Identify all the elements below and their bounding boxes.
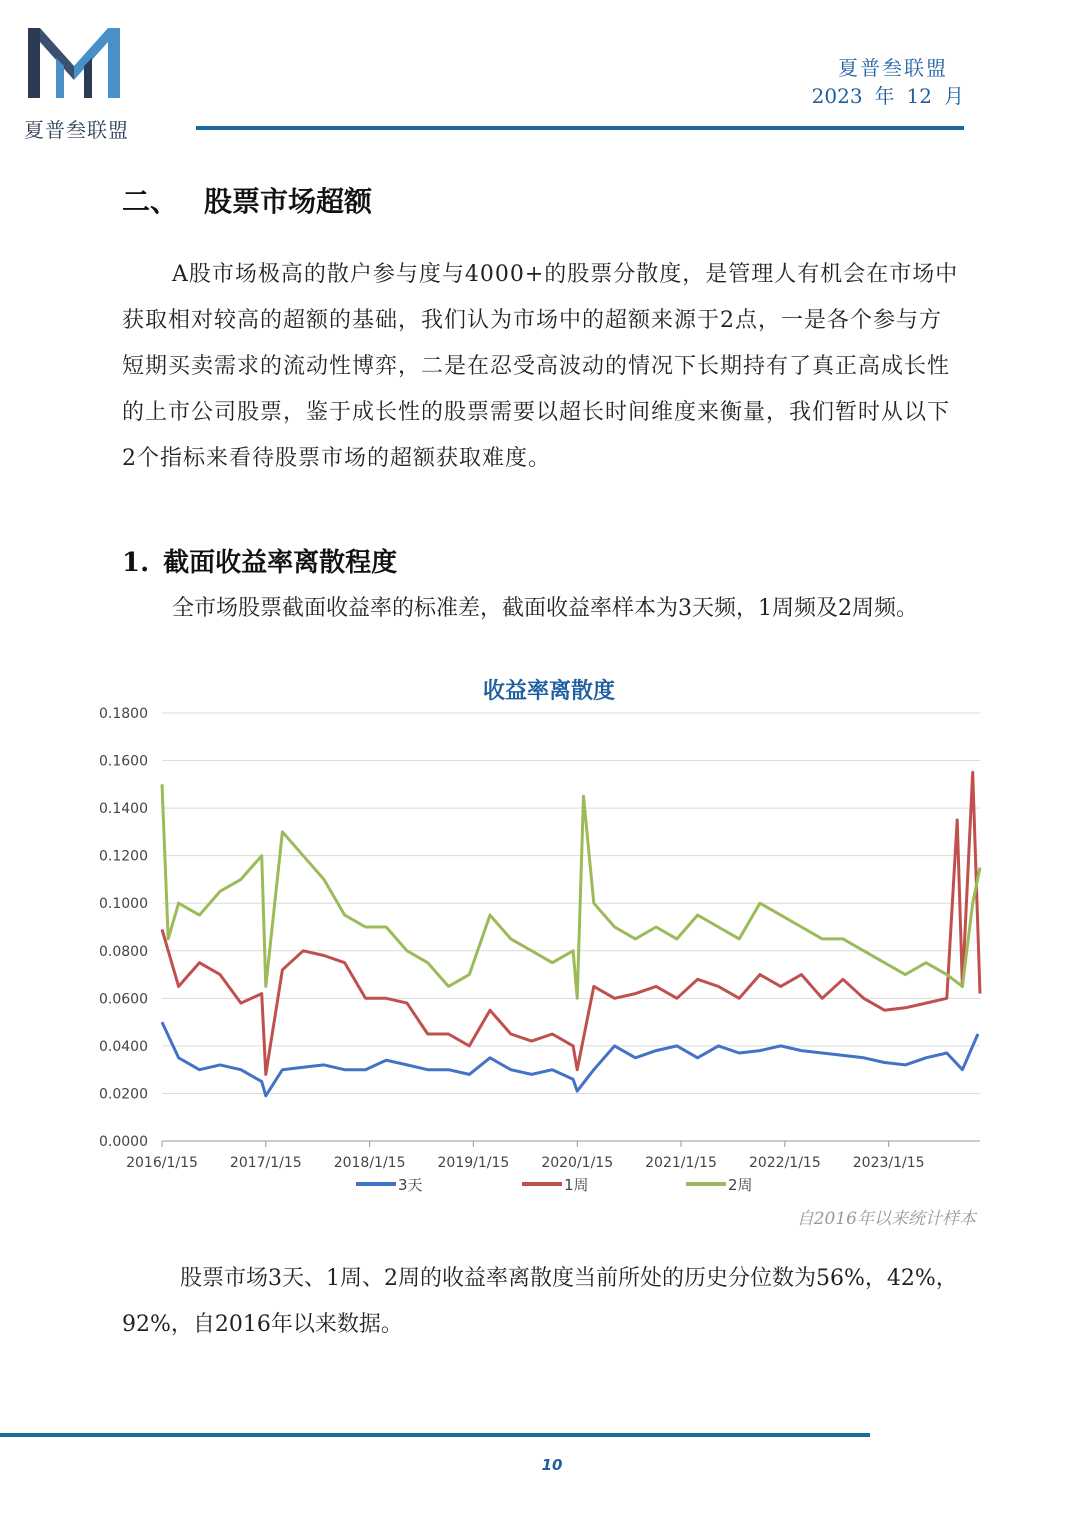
y-tick-label: 0.0400 [99, 1038, 148, 1055]
x-tick-label: 2018/1/15 [333, 1155, 406, 1171]
x-tick-label: 2017/1/15 [229, 1155, 302, 1171]
x-tick-label: 2020/1/15 [541, 1155, 614, 1171]
header-month: 12 [906, 84, 932, 108]
logo-mark-icon [26, 22, 122, 102]
header-year-unit: 年 [874, 84, 895, 108]
section-title-text: 股票市场超额 [204, 185, 373, 218]
subsection-title-text: 截面收益率离散程度 [163, 548, 398, 578]
dispersion-chart [90, 664, 990, 1214]
y-tick-label: 0.1800 [99, 706, 148, 722]
legend-label: 1周 [564, 1176, 589, 1194]
subsection-title [122, 542, 397, 579]
y-tick-label: 0.0200 [99, 1086, 148, 1103]
y-tick-label: 0.1600 [99, 753, 148, 770]
x-tick-label: 2016/1/15 [126, 1155, 198, 1171]
section-title [122, 180, 372, 220]
y-tick-label: 0.0800 [99, 943, 148, 960]
footer-rule [0, 1433, 870, 1437]
series-line [162, 1022, 978, 1096]
y-tick-label: 0.1000 [99, 896, 148, 913]
subsection-paragraph: 全市场股票截面收益率的标准差，截面收益率样本为3天频，1周频及2周频。 [172, 596, 918, 621]
y-tick-label: 0.1200 [99, 848, 148, 865]
chart-title: 收益率离散度 [482, 678, 615, 704]
legend-label: 2周 [728, 1176, 753, 1194]
header-month-unit: 月 [944, 84, 964, 108]
legend-label: 3天 [398, 1176, 423, 1194]
header-date [806, 80, 970, 109]
page-number: 10 [541, 1456, 563, 1474]
company-logo [22, 18, 132, 142]
header-year: 2023 [811, 84, 863, 108]
conclusion-paragraph: 股票市场3天、1周、2周的收益率离散度当前所处的历史分位数为56%，42%，92%，自2016年以来数据。 [122, 1266, 958, 1337]
header-rule [196, 126, 964, 130]
series-line [162, 772, 980, 1074]
y-tick-label: 0.0600 [99, 991, 148, 1008]
y-tick-label: 0.1400 [99, 801, 148, 818]
section-paragraph: A股市场极高的散户参与度与4000+的股票分散度，是管理人有机会在市场中获取相对较高的超额的基础，我们认为市场中的超额来源于2点，一是各个参与方短期买卖需求的流动性博弈，二是在忍受高波动的情况下长期持有了真正高成长性的上市公司股票，鉴于成长性的股票需要以超长时间维度来衡量，我们暂时从以下2个指标来看待股票市场的超额获取难度。 [122, 262, 959, 471]
header-org: 夏普叁联盟 [838, 56, 948, 80]
x-tick-label: 2022/1/15 [748, 1155, 821, 1171]
subsection-number: 1. [122, 548, 150, 578]
x-tick-label: 2019/1/15 [437, 1155, 510, 1171]
y-tick-label: 0.0000 [99, 1134, 148, 1150]
x-tick-label: 2023/1/15 [852, 1155, 925, 1171]
logo-text: 夏普叁联盟 [24, 118, 129, 142]
section-number: 二、 [122, 185, 179, 218]
x-tick-label: 2021/1/15 [645, 1155, 717, 1171]
chart-note: 自2016年以来统计样本 [796, 1209, 976, 1229]
chart-canvas [90, 664, 990, 1204]
